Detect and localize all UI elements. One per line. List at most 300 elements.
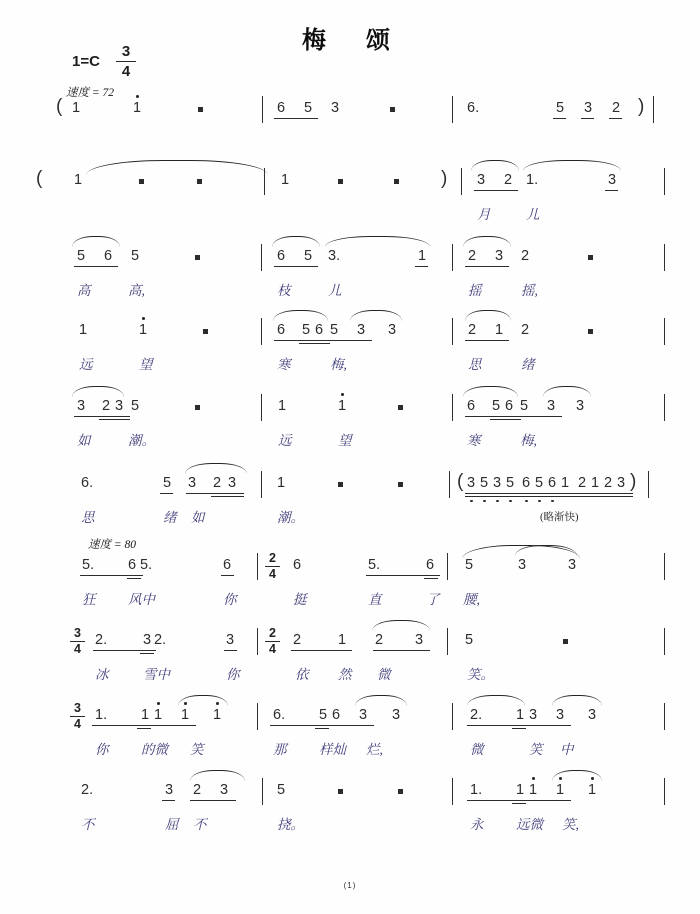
- page-title: 梅 颂: [302, 28, 398, 54]
- parenthesis: (: [36, 168, 43, 189]
- parenthesis: ): [441, 168, 448, 189]
- note: 1: [79, 322, 88, 338]
- lyric-syllable: 样灿: [319, 742, 346, 757]
- note: 6: [467, 398, 476, 414]
- note: 6: [277, 100, 286, 116]
- lyric-syllable: 你: [226, 667, 240, 682]
- lyric-syllable: 远: [278, 433, 292, 448]
- note: 2: [504, 172, 513, 188]
- beat-dot: [588, 255, 593, 260]
- underline-beam: [151, 725, 196, 726]
- note: 3: [576, 398, 585, 414]
- beat-dot: [390, 107, 395, 112]
- note: 2: [213, 475, 222, 491]
- beat-dot: [394, 179, 399, 184]
- score-line: [0, 398, 700, 468]
- barline: [261, 394, 262, 421]
- slur-arc: [190, 770, 245, 781]
- beat-dot: [338, 482, 343, 487]
- note: 1: [281, 172, 290, 188]
- underline-beam: [424, 578, 438, 579]
- note: 1: [338, 632, 347, 648]
- underline-beam: [609, 118, 622, 119]
- underline-beam: [270, 725, 330, 726]
- underline-beam: [465, 340, 509, 341]
- underline-beam: [315, 728, 329, 729]
- note: 2.: [154, 632, 167, 648]
- note: 2: [193, 782, 202, 798]
- lyric-syllable: 不: [193, 817, 207, 832]
- beat-dot: [398, 482, 403, 487]
- note: 3: [226, 632, 235, 648]
- note: 6: [104, 248, 113, 264]
- slur-arc: [325, 236, 430, 247]
- lyric-syllable: 你: [95, 742, 109, 757]
- octave-dot-above: [142, 317, 145, 320]
- underline-beam: [520, 493, 577, 494]
- lyric-syllable: 如: [77, 433, 91, 448]
- lyric-syllable: 笑: [190, 742, 204, 757]
- note: 6.: [467, 100, 480, 116]
- time-signature-denominator: 4: [74, 642, 81, 656]
- note: 3: [617, 475, 626, 491]
- barline: [261, 471, 262, 498]
- note: 1: [495, 322, 504, 338]
- barline: [452, 244, 453, 271]
- barline: [447, 628, 448, 655]
- note: 2: [468, 322, 477, 338]
- underline-beam: [74, 266, 118, 267]
- note: 3: [493, 475, 502, 491]
- note: 5: [556, 100, 565, 116]
- note: 5: [330, 322, 339, 338]
- lyric-syllable: 笑。: [467, 667, 494, 682]
- parenthesis: (: [457, 471, 464, 492]
- time-signature-numerator: 3: [70, 701, 85, 717]
- underline-beam: [140, 653, 154, 654]
- octave-dot-above: [532, 777, 535, 780]
- note: 1: [516, 707, 525, 723]
- underline-beam: [576, 496, 633, 497]
- lyric-syllable: 了: [426, 592, 440, 607]
- note: 1.: [95, 707, 108, 723]
- note: 3: [568, 557, 577, 573]
- barline: [257, 628, 258, 655]
- slur-arc: [465, 310, 511, 321]
- note: 1: [529, 782, 538, 798]
- barline: [664, 553, 665, 580]
- note: 5.: [140, 557, 153, 573]
- lyric-syllable: 月: [477, 207, 491, 222]
- octave-dot-above: [157, 702, 160, 705]
- beat-dot: [198, 107, 203, 112]
- tempo-marking-72: 速度 = 72: [66, 87, 115, 99]
- beat-dot: [563, 639, 568, 644]
- underline-beam: [474, 190, 518, 191]
- time-signature-denominator: 4: [269, 642, 276, 656]
- slur-arc: [552, 695, 602, 706]
- note: 2: [604, 475, 613, 491]
- underline-beam: [211, 496, 244, 497]
- underline-beam: [415, 266, 428, 267]
- slur-arc: [467, 695, 525, 706]
- note: 5: [131, 398, 140, 414]
- note: 2: [521, 322, 530, 338]
- octave-dot-below: [551, 500, 554, 503]
- note: 5: [277, 782, 286, 798]
- note: 5: [520, 398, 529, 414]
- note: 1: [72, 100, 81, 116]
- lyric-syllable: 远: [79, 357, 93, 372]
- tempo-marking-80: 速度 = 80: [88, 539, 137, 551]
- note: 6: [522, 475, 531, 491]
- note: 1: [181, 707, 190, 723]
- note: 3: [388, 322, 397, 338]
- lyric-syllable: 风中: [128, 592, 155, 607]
- barline: [648, 471, 649, 498]
- note: 1: [338, 398, 347, 414]
- underline-beam: [224, 650, 237, 651]
- lyric-syllable: 摇: [468, 283, 482, 298]
- note: 3: [220, 782, 229, 798]
- meter-denominator: 4: [121, 63, 131, 80]
- lyric-syllable: 梅,: [520, 433, 537, 448]
- lyric-syllable: 挠。: [277, 817, 304, 832]
- beat-dot: [398, 405, 403, 410]
- underline-beam: [465, 266, 509, 267]
- lyric-syllable: 笑,: [562, 817, 579, 832]
- time-signature-denominator: 4: [74, 717, 81, 731]
- note: 6: [505, 398, 514, 414]
- lyric-syllable: 枝: [277, 283, 291, 298]
- barline: [447, 553, 448, 580]
- lyric-syllable: 不: [81, 817, 95, 832]
- note: 1: [213, 707, 222, 723]
- note: 3: [529, 707, 538, 723]
- note: 1: [139, 322, 148, 338]
- lyric-syllable: 挺: [293, 592, 307, 607]
- slur-arc: [543, 386, 591, 397]
- note: 6.: [273, 707, 286, 723]
- note: 3: [188, 475, 197, 491]
- lyric-syllable: 远微: [516, 817, 543, 832]
- note: 3: [165, 782, 174, 798]
- slur-arc: [463, 236, 511, 247]
- barline: [257, 703, 258, 730]
- note: 3: [77, 398, 86, 414]
- barline: [261, 318, 262, 345]
- barline: [452, 394, 453, 421]
- slur-arc: [178, 695, 228, 706]
- score-line: [0, 471, 700, 545]
- beat-dot: [195, 405, 200, 410]
- score-line: [0, 96, 700, 170]
- underline-beam: [93, 650, 156, 651]
- octave-dot-below: [525, 500, 528, 503]
- lyric-syllable: 然: [338, 667, 352, 682]
- underline-beam: [329, 725, 374, 726]
- note: 6: [277, 322, 286, 338]
- slur-arc: [552, 770, 602, 781]
- note: 2: [521, 248, 530, 264]
- lyric-syllable: 高,: [128, 283, 145, 298]
- underline-beam: [274, 266, 318, 267]
- note: 3: [357, 322, 366, 338]
- underline-beam: [465, 416, 521, 417]
- lyric-syllable: 摇,: [521, 283, 538, 298]
- barline: [449, 471, 450, 498]
- slur-arc: [515, 545, 577, 556]
- underline-beam: [99, 419, 130, 420]
- slur-arc: [185, 463, 247, 474]
- barline: [664, 778, 665, 805]
- underline-beam: [526, 800, 571, 801]
- barline: [664, 628, 665, 655]
- note: 3: [331, 100, 340, 116]
- note: 3: [467, 475, 476, 491]
- lyric-syllable: 腰,: [463, 592, 480, 607]
- score-line: [0, 701, 700, 777]
- lyric-syllable: 直: [368, 592, 382, 607]
- note: 2: [578, 475, 587, 491]
- meter-numerator: 3: [116, 42, 136, 62]
- barline: [452, 318, 453, 345]
- page-number: (1): [343, 881, 357, 890]
- underline-beam: [526, 725, 571, 726]
- note: 5: [492, 398, 501, 414]
- underline-beam: [80, 575, 143, 576]
- underline-beam: [373, 650, 430, 651]
- beat-dot: [197, 179, 202, 184]
- note: 2: [293, 632, 302, 648]
- lyric-syllable: 的微: [141, 742, 168, 757]
- underline-beam: [92, 725, 152, 726]
- underline-beam: [291, 650, 352, 651]
- note: 5.: [82, 557, 95, 573]
- time-signature: [265, 551, 280, 582]
- note: 6: [223, 557, 232, 573]
- slur-arc: [272, 236, 320, 247]
- beat-dot: [398, 789, 403, 794]
- score-line: [0, 322, 700, 392]
- annotation-label: (略渐快): [540, 512, 579, 523]
- note: 5: [304, 100, 313, 116]
- slur-arc: [72, 386, 124, 397]
- slur-arc: [273, 310, 328, 321]
- underline-beam: [467, 725, 527, 726]
- lyric-syllable: 思: [81, 510, 95, 525]
- note: 1: [556, 782, 565, 798]
- lyric-syllable: 望: [338, 433, 352, 448]
- underline-beam: [274, 118, 318, 119]
- underline-beam: [512, 728, 526, 729]
- note: 2.: [95, 632, 108, 648]
- note: 6: [548, 475, 557, 491]
- note: 1: [591, 475, 600, 491]
- note: 1: [154, 707, 163, 723]
- underline-beam: [221, 575, 234, 576]
- octave-dot-below: [496, 500, 499, 503]
- barline: [664, 244, 665, 271]
- octave-dot-below: [538, 500, 541, 503]
- note: 5: [506, 475, 515, 491]
- lyric-syllable: 你: [223, 592, 237, 607]
- slur-arc: [72, 236, 120, 247]
- lyric-syllable: 狂: [82, 592, 96, 607]
- underline-beam: [490, 419, 521, 420]
- note: 1.: [526, 172, 539, 188]
- octave-dot-above: [341, 393, 344, 396]
- note: 3: [584, 100, 593, 116]
- underline-beam: [137, 728, 151, 729]
- note: 5: [302, 322, 311, 338]
- note: 3.: [328, 248, 341, 264]
- lyric-syllable: 如: [191, 510, 205, 525]
- octave-dot-below: [470, 500, 473, 503]
- lyric-syllable: 寒: [277, 357, 291, 372]
- note: 2: [375, 632, 384, 648]
- score-line: [0, 551, 700, 627]
- lyric-syllable: 屈: [165, 817, 179, 832]
- note: 5: [535, 475, 544, 491]
- time-signature: [265, 626, 280, 657]
- beat-dot: [588, 329, 593, 334]
- note: 6: [293, 557, 302, 573]
- note: 6: [426, 557, 435, 573]
- parenthesis: (: [56, 96, 63, 117]
- note: 6: [277, 248, 286, 264]
- lyric-syllable: 依: [295, 667, 309, 682]
- note: 1: [278, 398, 287, 414]
- note: 1: [74, 172, 83, 188]
- score-line: [0, 782, 700, 852]
- slur-arc: [372, 620, 430, 631]
- underline-beam: [553, 118, 566, 119]
- lyric-syllable: 潮。: [277, 510, 304, 525]
- lyric-syllable: 微: [377, 667, 391, 682]
- note: 3: [359, 707, 368, 723]
- barline: [262, 778, 263, 805]
- note: 3: [115, 398, 124, 414]
- time-signature: [70, 626, 85, 657]
- note: 5: [319, 707, 328, 723]
- beat-dot: [139, 179, 144, 184]
- slur-arc: [463, 386, 518, 397]
- underline-beam: [517, 416, 562, 417]
- underline-beam: [605, 190, 618, 191]
- lyric-syllable: 思: [468, 357, 482, 372]
- time-signature-numerator: 3: [70, 626, 85, 642]
- barline: [664, 703, 665, 730]
- key-signature: 1=C: [72, 53, 100, 70]
- barline: [452, 778, 453, 805]
- note: 1.: [470, 782, 483, 798]
- note: 3: [608, 172, 617, 188]
- beat-dot: [195, 255, 200, 260]
- underline-beam: [160, 493, 173, 494]
- lyric-syllable: 烂,: [366, 742, 383, 757]
- note: 1: [418, 248, 427, 264]
- underline-beam: [366, 575, 440, 576]
- note: 5: [131, 248, 140, 264]
- note: 1: [516, 782, 525, 798]
- barline: [257, 553, 258, 580]
- underline-beam: [299, 343, 330, 344]
- barline: [664, 318, 665, 345]
- time-signature-denominator: 4: [269, 567, 276, 581]
- barline: [452, 96, 453, 123]
- lyric-syllable: 冰: [95, 667, 109, 682]
- underline-beam: [581, 118, 594, 119]
- note: 3: [228, 475, 237, 491]
- note: 6: [315, 322, 324, 338]
- underline-beam: [465, 496, 522, 497]
- note: 3: [392, 707, 401, 723]
- note: 6: [332, 707, 341, 723]
- time-signature: [70, 701, 85, 732]
- note: 5: [77, 248, 86, 264]
- note: 5: [163, 475, 172, 491]
- note: 1: [141, 707, 150, 723]
- lyric-syllable: 绪: [163, 510, 177, 525]
- note: 3: [588, 707, 597, 723]
- underline-beam: [186, 493, 244, 494]
- lyric-syllable: 微: [470, 742, 484, 757]
- underline-beam: [127, 578, 141, 579]
- note: 5: [465, 632, 474, 648]
- note: 2: [612, 100, 621, 116]
- barline: [664, 394, 665, 421]
- lyric-syllable: 高: [77, 283, 91, 298]
- note: 6.: [81, 475, 94, 491]
- barline: [653, 96, 654, 123]
- note: 3: [518, 557, 527, 573]
- score-line: [0, 248, 700, 318]
- underline-beam: [274, 340, 330, 341]
- note: 1: [588, 782, 597, 798]
- underline-beam: [467, 800, 527, 801]
- note: 1: [561, 475, 570, 491]
- lyric-syllable: 儿: [526, 207, 540, 222]
- parenthesis: ): [638, 96, 645, 117]
- underline-beam: [520, 496, 577, 497]
- note: 5: [304, 248, 313, 264]
- underline-beam: [190, 800, 236, 801]
- score-line: [0, 626, 700, 702]
- underline-beam: [74, 416, 130, 417]
- barline: [461, 168, 462, 195]
- lyric-syllable: 潮。: [128, 433, 155, 448]
- slur-arc: [523, 160, 621, 171]
- slur-arc: [355, 695, 407, 706]
- underline-beam: [512, 803, 526, 804]
- octave-dot-below: [483, 500, 486, 503]
- note: 3: [495, 248, 504, 264]
- score-line: [0, 168, 700, 242]
- barline: [452, 703, 453, 730]
- lyric-syllable: 望: [139, 357, 153, 372]
- lyric-syllable: 笑: [529, 742, 543, 757]
- octave-dot-above: [136, 95, 139, 98]
- note: 5: [480, 475, 489, 491]
- note: 6: [128, 557, 137, 573]
- underline-beam: [465, 493, 522, 494]
- time-signature-numerator: 2: [265, 626, 280, 642]
- lyric-syllable: 寒: [467, 433, 481, 448]
- note: 1: [277, 475, 286, 491]
- underline-beam: [162, 800, 175, 801]
- lyric-syllable: 梅,: [330, 357, 347, 372]
